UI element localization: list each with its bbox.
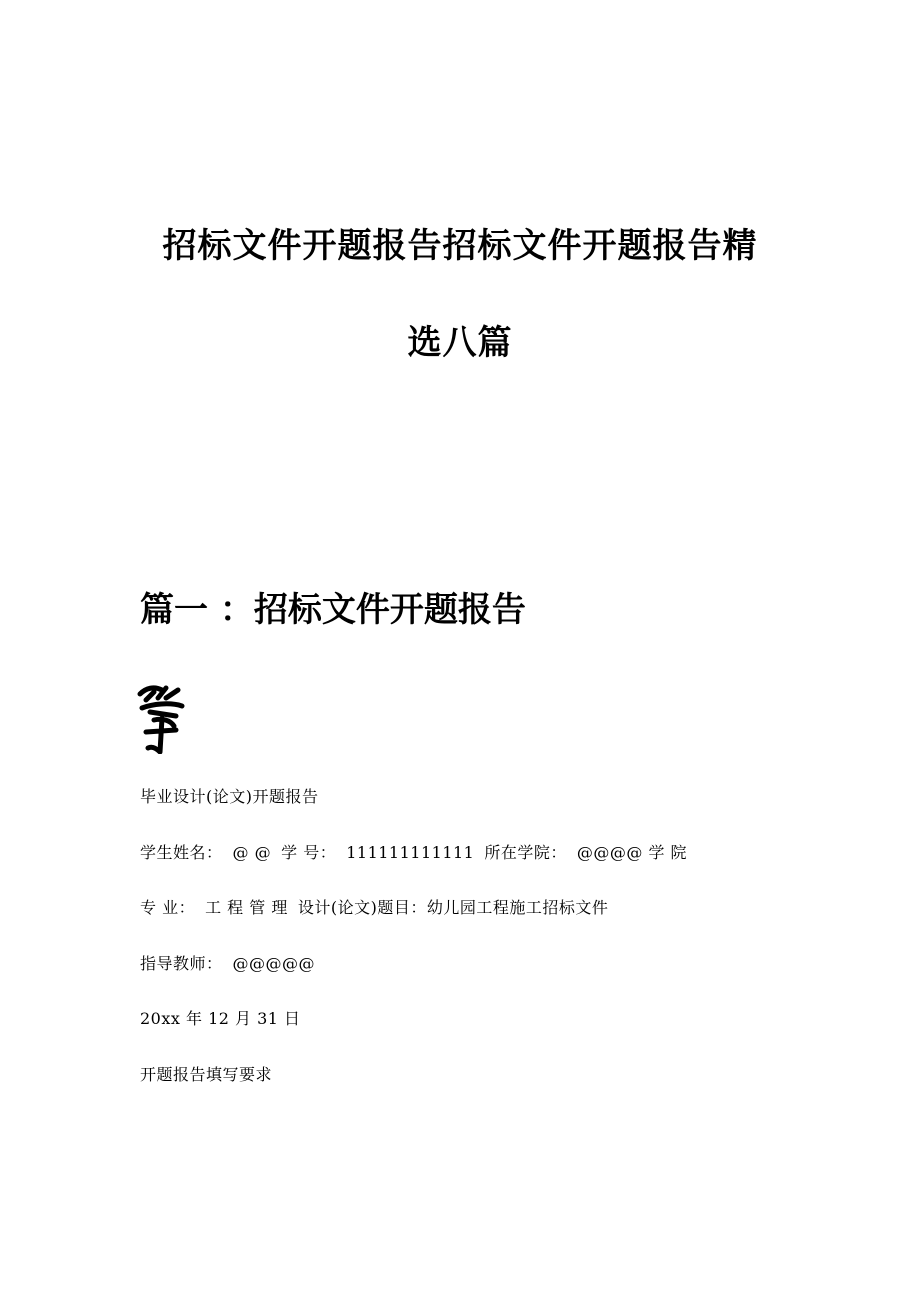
college-label: 所在学院： bbox=[484, 843, 567, 862]
major-value: 工 程 管 理 bbox=[205, 898, 288, 917]
advisor-label: 指导教师： bbox=[140, 954, 223, 973]
report-title-line: 毕业设计(论文)开题报告 bbox=[140, 787, 319, 806]
student-name-value: @ @ bbox=[232, 843, 272, 862]
document-title-line-1: 招标文件开题报告招标文件开题报告精 bbox=[162, 226, 758, 266]
advisor-line bbox=[140, 951, 315, 974]
student-name-label: 学生姓名： bbox=[140, 843, 223, 862]
college-value: @@@@ 学 院 bbox=[576, 843, 688, 862]
requirements-line: 开题报告填写要求 bbox=[140, 1065, 273, 1084]
calligraphy-seal-icon bbox=[136, 682, 186, 754]
major-topic-line bbox=[140, 895, 608, 918]
student-info-line bbox=[140, 840, 687, 863]
section-heading: 篇一 ：招标文件开题报告 bbox=[140, 590, 526, 630]
document-title-line-2: 选八篇 bbox=[407, 323, 513, 363]
topic-label: 设计(论文)题目： bbox=[297, 898, 427, 917]
topic-value: 幼儿园工程施工招标文件 bbox=[426, 898, 609, 917]
date-line: 20xx 年 12 月 31 日 bbox=[140, 1009, 301, 1028]
student-id-value: 111111111111 bbox=[346, 843, 475, 862]
major-label: 专 业： bbox=[140, 898, 196, 917]
advisor-value: @@@@@ bbox=[232, 954, 316, 973]
student-id-label: 学 号： bbox=[281, 843, 337, 862]
